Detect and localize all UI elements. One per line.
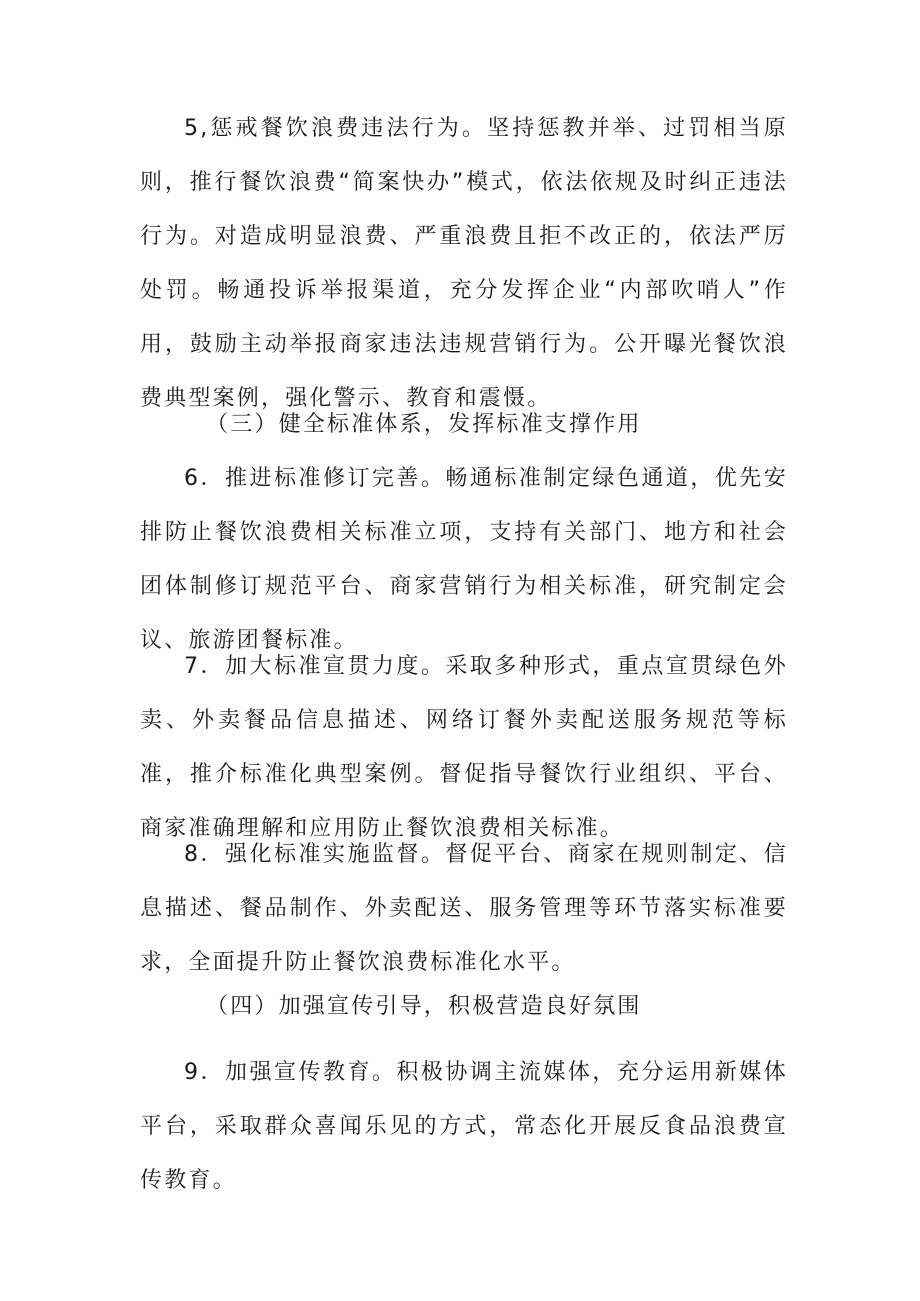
paragraph-item-9: 9．加强宣传教育。积极协调主流媒体，充分运用新媒体平台，采取群众喜闻乐见的方式，常态化开展反食品浪费宣传教育。 <box>140 1060 788 1193</box>
paragraph-item-6: 6．推进标准修订完善。畅通标准制定绿色通道，优先安排防止餐饮浪费相关标准立项，支持有关部门、地方和社会团体制修订规范平台、商家营销行为相关标准，研究制定会议、旅游团餐标准。 <box>140 466 788 653</box>
paragraph-item-5: 5,惩戒餐饮浪费违法行为。坚持惩教并举、过罚相当原则，推行餐饮浪费“简案快办”模式，依法依规及时纠正违法行为。对造成明显浪费、严重浪费且拒不改正的，依法严厉处罚。畅通投诉举报渠道，充分发挥企业“内部吹哨人”作用，鼓励主动举报商家违法违规营销行为。公开曝光餐饮浪费典型案例，强化警示、教育和震慑。 <box>140 116 788 411</box>
paragraph-item-7: 7．加大标准宣贯力度。采取多种形式，重点宣贯绿色外卖、外卖餐品信息描述、网络订餐外卖配送服务规范等标准，推介标准化典型案例。督促指导餐饮行业组织、平台、商家准确理解和应用防止餐饮浪费相关标准。 <box>140 654 788 841</box>
section-heading-3: （三）健全标准体系，发挥标准支撑作用 <box>206 412 642 437</box>
paragraph-item-8: 8．强化标准实施监督。督促平台、商家在规则制定、信息描述、餐品制作、外卖配送、服务管理等环节落实标准要求，全面提升防止餐饮浪费标准化水平。 <box>140 842 788 975</box>
section-heading-4: （四）加强宣传引导，积极营造良好氛围 <box>206 994 642 1019</box>
